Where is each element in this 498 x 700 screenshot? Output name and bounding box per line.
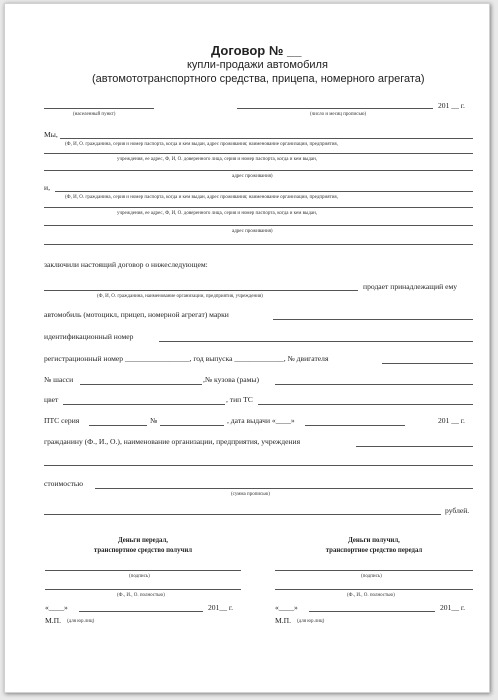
cost-label: стоимостью	[44, 479, 84, 488]
currency-text: рублей.	[445, 506, 470, 515]
left-sign-date: «____»	[45, 603, 68, 612]
document-subtitle-details: (автомототранспортного средства, прицепа, номерного агрегата)	[92, 73, 425, 85]
vin-label: идентификационный номер	[44, 332, 134, 341]
buyer-field-4[interactable]	[44, 244, 473, 245]
seller-field-2[interactable]	[44, 153, 473, 154]
right-sign-month-field[interactable]	[309, 611, 435, 612]
left-name-caption: (Ф., И., О. полностью)	[117, 593, 165, 598]
vehicle-make-field[interactable]	[273, 319, 473, 320]
registration-label: регистрационный номер _________________, год выпуска _____________, № двигателя	[44, 354, 329, 363]
agreement-intro: заключили настоящий договор о нижеследующем:	[44, 260, 208, 269]
cost-field-2[interactable]	[44, 514, 441, 515]
left-sign-heading-1: Деньги передал,	[117, 537, 169, 544]
recipient-field-1[interactable]	[356, 446, 473, 447]
seller-caption-3: адрес проживания)	[232, 174, 273, 179]
left-signature-caption: (подпись)	[129, 574, 150, 579]
document-title: Договор № __	[211, 43, 302, 58]
pts-number-field[interactable]	[160, 425, 224, 426]
seller-label: Мы,	[44, 130, 58, 139]
left-name-field[interactable]	[45, 589, 241, 590]
contract-year: 201 __ г.	[438, 101, 465, 110]
vehicle-type-label: , тип ТС	[226, 395, 253, 404]
sells-caption: (Ф, И, О. гражданина, наименование организации, предприятия, учреждения)	[97, 294, 263, 299]
color-field[interactable]	[63, 404, 225, 405]
left-sign-heading-2: транспортное средство получил	[93, 547, 193, 554]
left-sign-month-field[interactable]	[79, 611, 203, 612]
engine-number-field[interactable]	[382, 363, 473, 364]
buyer-field-1[interactable]	[55, 191, 473, 192]
body-field[interactable]	[275, 384, 473, 385]
left-signature-field[interactable]	[45, 570, 241, 571]
right-sign-date: «____»	[275, 603, 298, 612]
vehicle-type-field[interactable]	[258, 404, 473, 405]
right-signature-caption: (подпись)	[361, 574, 382, 579]
right-sign-year: 201__ г.	[440, 603, 466, 612]
sells-text: продает принадлежащий ему	[363, 282, 458, 291]
place-caption: (населенный пункт)	[73, 112, 116, 117]
pts-date-label: , дата выдачи «____»	[227, 416, 295, 425]
document-subtitle: купли-продажи автомобиля	[187, 59, 328, 71]
right-sign-heading-1: Деньги получил,	[348, 537, 400, 544]
body-label: ,№ кузова (рамы)	[203, 375, 260, 384]
vin-field[interactable]	[159, 341, 473, 342]
right-name-field[interactable]	[275, 589, 473, 590]
place-field[interactable]	[44, 108, 154, 109]
cost-caption: (сумма прописью)	[231, 492, 270, 497]
right-sign-heading-2: транспортное средство передал	[325, 547, 423, 554]
seller-name-field[interactable]	[44, 290, 358, 291]
chassis-label: № шасси	[44, 375, 74, 384]
document-page	[4, 3, 490, 693]
seller-caption-2: учреждения, ее адрес, Ф, И, О. доверенного лица, серия и номер паспорта, когда и кем выдан,	[117, 157, 318, 162]
left-stamp-caption: (для юр.лиц)	[67, 619, 95, 624]
left-stamp-label: М.П.	[45, 616, 62, 625]
seller-caption-1: (Ф, И, О. гражданина, серия и номер паспорта, когда и кем выдан, адрес проживания; наименование организации, предприятия,	[65, 142, 338, 147]
pts-year: 201 __ г.	[438, 416, 465, 425]
recipient-field-2[interactable]	[44, 465, 473, 466]
cost-field[interactable]	[95, 488, 473, 489]
buyer-caption-3: адрес проживания)	[232, 229, 273, 234]
buyer-caption-2: учреждения, ее адрес, Ф, И, О. доверенного лица, серия и номер паспорта, когда и кем выдан,	[117, 211, 318, 216]
buyer-label: и,	[44, 183, 50, 192]
seller-field-3[interactable]	[44, 170, 473, 171]
color-label: цвет	[44, 395, 59, 404]
pts-number-label: №	[150, 416, 158, 425]
buyer-field-3[interactable]	[44, 225, 473, 226]
right-name-caption: (Ф., И., О. полностью)	[347, 593, 395, 598]
recipient-label: гражданину (Ф., И., О.), наименование организации, предприятия, учреждения	[44, 437, 301, 446]
date-field[interactable]	[237, 108, 433, 109]
right-stamp-label: М.П.	[275, 616, 292, 625]
date-caption: (число и месяц прописью)	[310, 112, 367, 117]
chassis-field[interactable]	[80, 384, 202, 385]
seller-field-1[interactable]	[60, 138, 473, 139]
vehicle-label: автомобиль (мотоцикл, прицеп, номерной агрегат) марки	[44, 310, 229, 319]
pts-date-month-field[interactable]	[305, 425, 405, 426]
right-stamp-caption: (для юр.лиц)	[297, 619, 325, 624]
right-signature-field[interactable]	[275, 570, 473, 571]
buyer-field-2[interactable]	[44, 207, 473, 208]
buyer-caption-1: (Ф, И, О. гражданина, серия и номер паспорта, когда и кем выдан, адрес проживания; наименование организации, предприятия,	[65, 195, 338, 200]
pts-series-field[interactable]	[89, 425, 147, 426]
pts-series-label: ПТС серия	[44, 416, 80, 425]
left-sign-year: 201__ г.	[208, 603, 234, 612]
